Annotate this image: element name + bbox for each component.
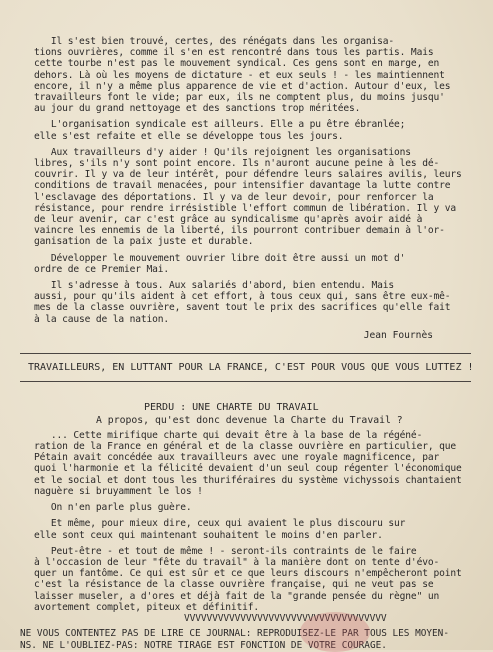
text-line: ganisation de la paix juste et durable. xyxy=(34,236,254,248)
paragraph-peut-etre xyxy=(34,546,463,613)
text-line: tions ouvrières, comme il s'en est rencontré dans tous les partis. Mais xyxy=(34,47,434,59)
ink-stamp xyxy=(300,612,370,652)
text-line: mes de la classe ouvrière, savent tout le prix des sacrifices qu'elle fait xyxy=(34,302,451,314)
paragraph-charte xyxy=(34,430,463,497)
section-subtitle: A propos, qu'est donc devenue la Charte du Travail ? xyxy=(96,414,403,426)
text-line: Aux travailleurs d'y aider ! Qu'ils rejoignent les organisations xyxy=(34,146,411,158)
text-line: et le social et dont tous les thuriféraires du système vichyssois chantaient xyxy=(34,474,462,486)
slogan: TRAVAILLEURS, EN LUTTANT POUR LA FRANCE, C'EST POUR VOUS QUE VOUS LUTTEZ ! xyxy=(28,361,474,373)
text-line: ordre de ce Premier Mai. xyxy=(34,263,170,275)
text-line: L'organisation syndicale est ailleurs. Elle a pu être ébranlée; xyxy=(34,119,406,131)
text-line: au jour du grand nettoyage et des sanctions trop méritées. xyxy=(34,103,361,115)
paragraph-on-n-en-parle xyxy=(34,502,463,513)
text-line: de leur avenir, car c'est grâce au syndicalisme qu'après avoir aidé à xyxy=(34,214,423,226)
text-line: Développer le mouvement ouvrier libre doit être aussi un mot d' xyxy=(34,252,406,264)
text-line: elle s'est refaite et elle se développe tous les jours. xyxy=(34,130,344,142)
text-line: conditions de travail menacées, pour intensifier davantage la lutte contre xyxy=(34,180,451,192)
text-line: naguère si bruyamment le los ! xyxy=(34,485,203,497)
text-line: à l'occasion de leur "fête du travail" à la manière dont on tente d'évo- xyxy=(34,556,440,568)
paragraph-organisation xyxy=(34,119,463,141)
paragraph-et-meme xyxy=(34,518,463,540)
paragraph-developper xyxy=(34,253,463,275)
text-line: quoi l'harmonie et la félicité devaient d'un seul coup régenter l'économique xyxy=(34,463,462,475)
text-line: dehors. Là où les moyens de dictature - et eux seuls ! - les maintiennent xyxy=(34,69,445,81)
text-line: quer un fantôme. Ce qui est sûr et ce que leurs discours n'empêcheront point xyxy=(34,568,462,580)
text-line: Il s'est bien trouvé, certes, des rénégats dans les organisa- xyxy=(34,36,395,47)
text-line: ration de la France en général et de la classe ouvrière en particulier, que xyxy=(34,441,456,453)
paragraph-aux-travailleurs xyxy=(34,147,463,248)
text-line: c'est la résistance de la classe ouvrière française, qui ne veut pas se xyxy=(34,579,434,591)
text-line: à la cause de la nation. xyxy=(34,313,170,325)
text-line: On n'en parle plus guère. xyxy=(34,502,192,514)
text-line: aussi, pour qu'ils aident à cet effort, à tous ceux qui, sans être eux-mê- xyxy=(34,291,451,303)
signature: Jean Fournès xyxy=(363,329,433,341)
text-line: résistance, pour rendre irrésistible l'effort commun de libération. Il y va xyxy=(34,202,456,214)
section-title: PERDU : UNE CHARTE DU TRAVAIL xyxy=(144,401,319,413)
text-line: libres, s'ils n'y sont point encore. Ils n'auront aucune peine à les dé- xyxy=(34,158,440,170)
text-line: cette tourbe n'est pas le mouvement syndical. Ces gens sont en marge, en xyxy=(34,58,440,70)
paragraph-il-s-adresse xyxy=(34,280,463,325)
spacer xyxy=(34,382,463,402)
text-line: laisser museler, a d'ores et déjà fait de la "grande pensée du règne" un xyxy=(34,590,440,602)
text-line: vaincre les ennemis de la liberté, ils pourront contribuer demain à l'or- xyxy=(34,225,445,237)
text-line: Peut-être - et tout de même ! - seront-ils contraints de le faire xyxy=(34,545,417,557)
text-line: NS. NE L'OUBLIEZ-PAS: NOTRE TIRAGE EST FONCTION DE VOTRE COURAGE. xyxy=(20,639,387,651)
text-line: encore, il n'y a même plus apparence de vie et d'action. Autour d'eux, les xyxy=(34,80,451,92)
text-line: Il s'adresse à tous. Aux salariés d'abord, bien entendu. Mais xyxy=(34,280,395,292)
divider-top xyxy=(20,353,471,354)
text-line: elle sont ceux qui maintenant souhaitent le moins d'en parler. xyxy=(34,529,383,541)
text-line: NE VOUS CONTENTEZ PAS DE LIRE CE JOURNAL: REPRODUISEZ-LE PAR TOUS LES MOYEN- xyxy=(20,628,449,640)
text-line: l'esclavage des déportations. Il y va de leur devoir, pour renforcer la xyxy=(34,191,434,203)
footer-call xyxy=(20,628,463,651)
text-line: ... Cette mirifique charte qui devait être à la base de la régéné- xyxy=(34,429,423,441)
text-line: Et même, pour mieux dire, ceux qui avaient le plus discouru sur xyxy=(34,518,406,530)
text-line: travailleurs font le vide; par eux, ils ne comptent plus, du moins jusqu' xyxy=(34,92,445,104)
text-line: couvrir. Il y va de leur intérêt, pour défendre leurs salaires avilis, leurs xyxy=(34,169,462,181)
strike-line: VVVVVVVVVVVVVVVVVVVVVVVVVVVVVVVVVVVV xyxy=(184,612,387,624)
text-line: avortement complet, piteux et définitif. xyxy=(34,601,260,613)
paragraph-renegats xyxy=(34,36,463,114)
text-line: Pétain avait concédée aux travailleurs avec une royale magnificence, par xyxy=(34,452,440,464)
